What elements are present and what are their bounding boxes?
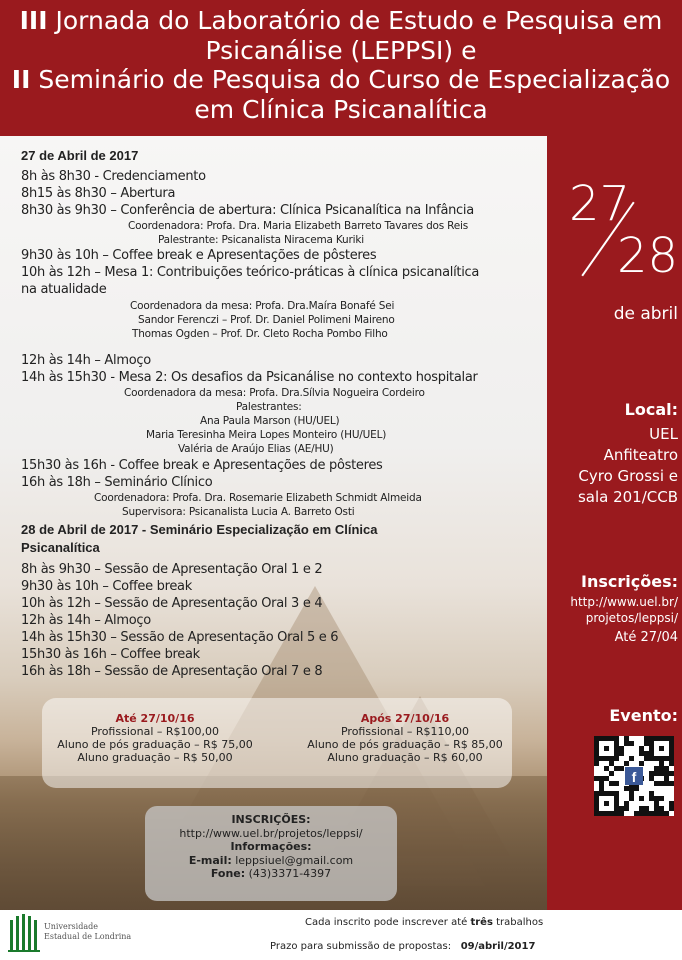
- price-line: Aluno de pós graduação – R$ 85,00: [307, 738, 503, 751]
- schedule-detail: Ana Paula Marson (HU/UEL): [200, 415, 340, 427]
- event-label: Evento:: [609, 706, 678, 725]
- schedule-item: na atualidade: [21, 282, 107, 297]
- schedule-detail: Coordenadora da mesa: Profa. Dra.Maíra Bonafé Sei: [130, 300, 395, 312]
- schedule-item: 12h às 14h – Almoço: [21, 353, 151, 368]
- header-line-1: III Jornada do Laboratório de Estudo e Pesquisa em: [19, 6, 663, 35]
- registration-info-box: [145, 806, 397, 901]
- location-details: UEL Anfiteatro Cyro Grossi e sala 201/CCB: [577, 425, 678, 506]
- submission-deadline: Prazo para submissão de propostas: 09/abril/2017: [270, 941, 536, 952]
- date-start: 27: [569, 176, 631, 232]
- price-line: Aluno graduação – R$ 50,00: [77, 751, 233, 764]
- schedule-item: 9h30 às 10h – Coffee break: [21, 579, 192, 594]
- registration-deadline: Até 27/04: [614, 630, 678, 645]
- schedule-item: 8h15 às 8h30 – Abertura: [21, 186, 176, 201]
- submission-note: Cada inscrito pode inscrever até três trabalhos: [305, 917, 544, 928]
- qr-code-icon[interactable]: [594, 736, 674, 816]
- price-column-early: [50, 712, 260, 764]
- schedule-item: 9h30 às 10h – Coffee break e Apresentações de pôsteres: [21, 248, 377, 263]
- schedule-item: 8h30 às 9h30 – Conferência de abertura: Clínica Psicanalítica na Infância: [21, 203, 474, 218]
- header-line-2: Psicanálise (LEPPSI) e: [205, 35, 477, 65]
- registration-url[interactable]: http://www.uel.br/projetos/leppsi/: [179, 826, 363, 840]
- date-month: de abril: [613, 304, 678, 324]
- price-line: Aluno graduação – R$ 60,00: [327, 751, 483, 764]
- registration-heading: INSCRIÇÕES:: [231, 813, 311, 826]
- schedule-detail: Coordenadora: Profa. Dra. Maria Elizabeth Barreto Tavares dos Reis: [128, 220, 469, 232]
- price-line: Aluno de pós graduação – R$ 75,00: [57, 738, 253, 751]
- info-sidebar: [547, 136, 682, 910]
- university-name: Universidade Estadual de Londrina: [44, 922, 132, 941]
- schedule-detail: Coordenadora: Profa. Dra. Rosemarie Elizabeth Schmidt Almeida: [94, 492, 422, 504]
- schedule-item: 8h às 8h30 - Credenciamento: [21, 169, 206, 184]
- day1-title: 27 de Abril de 2017: [21, 148, 139, 163]
- schedule-detail: Valéria de Araújo Elias (AE/HU): [178, 443, 334, 455]
- date-end: 28: [617, 228, 679, 284]
- info-heading: Informações:: [230, 840, 312, 853]
- price-table: [42, 698, 512, 788]
- schedule-item: 10h às 12h – Mesa 1: Contribuições teórico-práticas à clínica psicanalítica: [21, 265, 480, 280]
- schedule-item: 8h às 9h30 – Sessão de Apresentação Oral 1 e 2: [21, 562, 323, 577]
- schedule-item: 14h às 15h30 – Sessão de Apresentação Oral 5 e 6: [21, 630, 339, 645]
- schedule-detail: Supervisora: Psicanalista Lucia A. Barreto Osti: [122, 506, 355, 518]
- price-line: Profissional – R$100,00: [90, 725, 220, 738]
- schedule-detail: Palestrante: Psicanalista Niracema Kuriki: [158, 234, 364, 246]
- email-link[interactable]: leppsiuel@gmail.com: [231, 853, 354, 867]
- day2-title-cont: Psicanalítica: [21, 540, 100, 555]
- registration-link[interactable]: http://www.uel.br/ projetos/leppsi/: [570, 595, 678, 625]
- schedule-item: 10h às 12h – Sessão de Apresentação Oral 3 e 4: [21, 596, 323, 611]
- program-panel: [0, 136, 547, 910]
- schedule-item: 16h às 18h – Seminário Clínico: [21, 475, 213, 490]
- header-line-4: em Clínica Psicanalítica: [194, 94, 488, 124]
- location-label: Local:: [624, 400, 678, 419]
- email-line: E-mail: leppsiuel@gmail.com: [188, 853, 354, 867]
- schedule-item: 15h30 às 16h - Coffee break e Apresentações de pôsteres: [21, 458, 383, 473]
- schedule-item: 14h às 15h30 - Mesa 2: Os desafios da Psicanálise no contexto hospitalar: [21, 370, 478, 385]
- schedule-item: 16h às 18h – Sessão de Apresentação Oral 7 e 8: [21, 664, 323, 679]
- day2-title: 28 de Abril de 2017 - Seminário Especialização em Clínica: [21, 522, 378, 537]
- schedule-item: 12h às 14h – Almoço: [21, 613, 151, 628]
- price-line: Profissional – R$110,00: [340, 725, 470, 738]
- header-line-3: II Seminário de Pesquisa do Curso de Especialização: [11, 65, 671, 94]
- schedule-detail: Palestrantes:: [236, 401, 302, 413]
- schedule-detail: Coordenadora da mesa: Profa. Dra.Sílvia Nogueira Cordeiro: [124, 387, 425, 399]
- price-column-late: [300, 712, 510, 764]
- schedule-detail: Sandor Ferenczi – Prof. Dr. Daniel Polimeni Maireno: [138, 314, 395, 326]
- price-heading: Até 27/10/16: [115, 712, 195, 725]
- schedule-item: 15h30 às 16h – Coffee break: [21, 647, 200, 662]
- phone-line: Fone: (43)3371-4397: [210, 867, 332, 880]
- facebook-icon: f: [625, 767, 643, 785]
- price-heading: Após 27/10/16: [360, 712, 450, 725]
- schedule-detail: Maria Teresinha Meira Lopes Monteiro (HU/UEL): [146, 429, 387, 441]
- university-logo-icon: [8, 914, 40, 954]
- registration-label: Inscrições:: [581, 572, 678, 591]
- event-header: [0, 0, 682, 136]
- schedule-detail: Thomas Ogden – Prof. Dr. Cleto Rocha Pombo Filho: [132, 328, 388, 340]
- footer: [0, 910, 682, 960]
